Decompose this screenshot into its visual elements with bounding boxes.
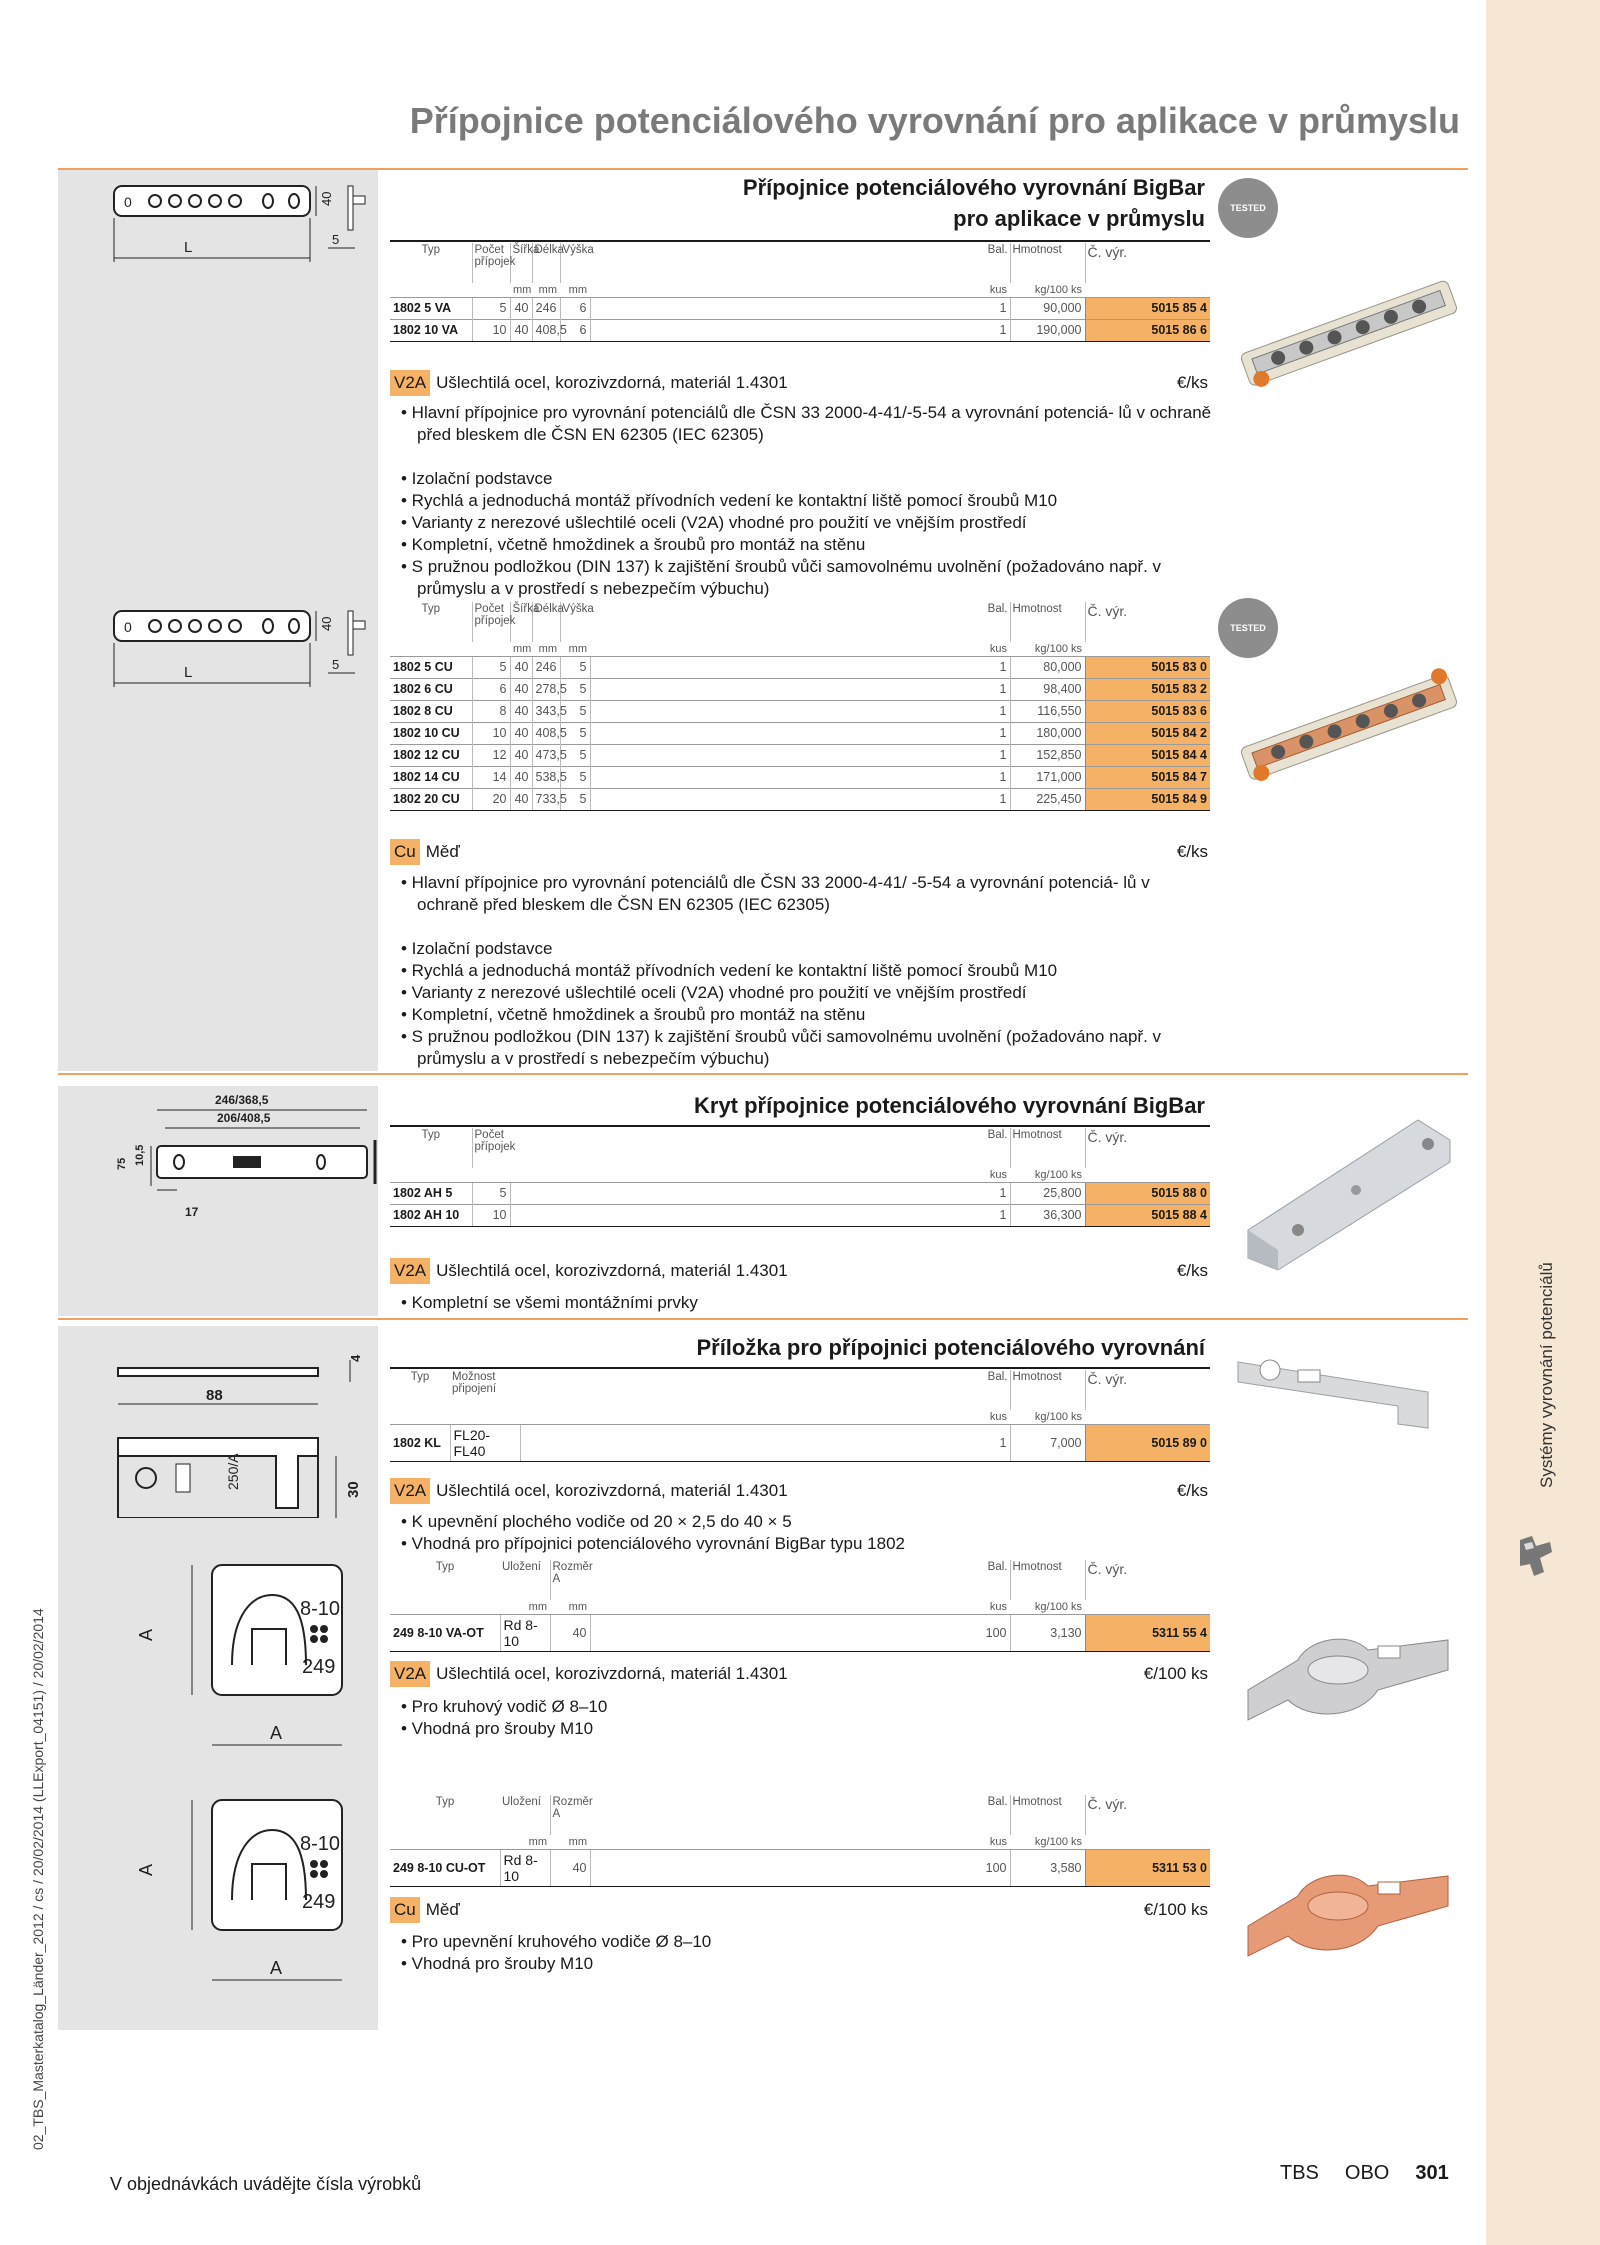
feature-list: • K upevnění plochého vodiče od 20 × 2,5 do 40 × 5 • Vhodná pro přípojnici potenciálového vyrovnání BigBar typu 1802 [401,1512,905,1553]
col-header: Možnost připojení [452,1371,497,1395]
col-header: Typ [435,1796,455,1808]
feature-list: • Pro kruhový vodič Ø 8–10 • Vhodná pro šrouby M10 [401,1697,608,1738]
col-header: Č. výr. [1085,1795,1210,1835]
svg-text:246/368,5: 246/368,5 [215,1093,269,1107]
svg-text:A: A [270,1723,283,1743]
table-row: 249 8-10 VA-OT Rd 8-10 40 100 3,130 5311 55 4 [390,1614,1210,1651]
svg-text:206/408,5: 206/408,5 [217,1111,271,1125]
material-badge: V2A [390,1661,430,1687]
table-row: 1802 20 CU 20 40 733,5 5 1 225,450 5015 84 9 [390,788,1210,810]
feature-list: • Pro upevnění kruhového vodiče Ø 8–10 • Vhodná pro šrouby M10 [401,1932,712,1973]
col-header: Bal. [987,1129,1008,1141]
table-row: 1802 5 CU 5 40 246 5 1 80,000 5015 83 0 [390,656,1210,678]
col-header: Č. výr. [1085,1370,1210,1410]
material-badge: Cu [390,839,420,865]
title-rule [390,1367,1210,1369]
svg-text:8-10: 8-10 [300,1598,341,1620]
busbar-drawing-cu [110,607,380,691]
svg-text:75: 75 [116,1157,128,1170]
table-row: 249 8-10 CU-OT Rd 8-10 40 100 3,580 5311 53 0 [390,1849,1210,1886]
title-rule [390,1125,1210,1127]
material-line: Cu Měď €/100 ks [390,1897,1210,1923]
col-header: Typ [410,1371,430,1383]
col-header: Hmotnost [1010,1128,1085,1168]
section-separator [58,1318,1468,1320]
svg-text:10,5: 10,5 [134,1144,146,1166]
section-title: Příložka pro přípojnici potenciálového vyrovnání [696,1335,1205,1360]
col-header: Č. výr. [1085,1560,1210,1600]
table-row: 1802 5 VA 5 40 246 6 1 90,000 5015 85 4 [390,297,1210,319]
sidebar-strip [1486,0,1600,2245]
material-badge: V2A [390,370,430,396]
col-header: Typ [421,244,441,256]
col-header: Počet přípojek [472,1128,510,1168]
table-row: 1802 AH 10 10 1 36,300 5015 88 4 [390,1204,1210,1226]
svg-text:5: 5 [332,232,340,247]
material-line: V2A Ušlechtilá ocel, korozivzdorná, materiál 1.4301 €/ks [390,1478,1210,1504]
feature-list: • Hlavní přípojnice pro vyrovnání potenciálů dle ČSN 33 2000-4-41/ -5-54 a vyrovnání potenciá- lů v ochraně před bleskem dle ČSN EN 62305 (IEC 62305) • Izolační podstavce • Rychlá a jednoduchá montáž přívodních vedení ke kontaktní liště pomocí šroubů M10 • Varianty z nerezové ušlechtilé oceli (V2A) vhodné pro použití ve vnějším prostředí • Kompletní, včetně hmoždinek a šroubů pro montáž na stěnu • S pružnou podložkou (DIN 137) k zajištění šroubů vůči samovolnému uvolnění (požadováno např. v průmyslu a v prostředí s nebezpečím výbuchu) [401,873,1162,1068]
table-row: 1802 12 CU 12 40 473,5 5 1 152,850 5015 84 4 [390,744,1210,766]
col-header: Č. výr. [1085,1128,1210,1168]
col-header: Výška [560,243,590,283]
svg-text:250/A: 250/A [225,1453,241,1490]
product-photo-busbar-cu [1230,650,1470,800]
earthing-icon [1514,1532,1558,1582]
table-row: 1802 10 VA 10 40 408,5 6 1 190,000 5015 86 6 [390,319,1210,341]
product-photo-clip-cu [1238,1856,1458,1966]
svg-text:88: 88 [206,1387,223,1404]
col-header: Bal. [987,1561,1008,1573]
section-title: Kryt přípojnice potenciálového vyrovnání BigBar [694,1093,1205,1118]
col-header: Hmotnost [1010,243,1085,283]
product-table: Typ Počet přípojek Šířka Délka Výška Bal. Hmotnost Č. výr. mm mm mm kus kg/100 ks 1802 5 VA 5 40 246 6 1 90,000 5015 85 4 1802 10 VA 10 40 408,5 6 1 190,000 5015 86 6 [390,243,1210,342]
product-table: Typ Počet přípojek Bal. Hmotnost Č. výr. kus kg/100 ks 1802 AH 5 5 1 25,800 5015 88 0 1802 AH 10 10 1 36,300 5015 88 4 [390,1128,1210,1227]
tested-badge: TESTED [1218,178,1278,238]
table-row: 1802 KL FL20-FL40 1 7,000 5015 89 0 [390,1424,1210,1461]
svg-text:5: 5 [332,657,340,672]
material-line: Cu Měď €/ks [390,839,1210,865]
col-header: Typ [435,1561,455,1573]
feature-list: • Kompletní se všemi montážními prvky [401,1293,698,1312]
table-row: 1802 8 CU 8 40 343,5 5 1 116,550 5015 83 6 [390,700,1210,722]
footer-brand: TBS OBO 301 [1280,2162,1449,2184]
material-badge: Cu [390,1897,420,1923]
section-title: Přípojnice potenciálového vyrovnání BigBar pro aplikace v průmyslu [742,175,1205,231]
dim-label: 0 [124,194,132,210]
table-row: 1802 AH 5 5 1 25,800 5015 88 0 [390,1182,1210,1204]
col-header: Výška [560,602,590,642]
col-header: Bal. [987,244,1008,256]
clamp-drawing [110,1338,380,1518]
col-header: Č. výr. [1085,243,1210,283]
material-line: V2A Ušlechtilá ocel, korozivzdorná, materiál 1.4301 €/ks [390,1258,1210,1284]
svg-text:4: 4 [348,1354,363,1362]
col-header: Č. výr. [1085,602,1210,642]
svg-text:L: L [184,664,193,681]
col-header: Rozměr A [550,1560,590,1600]
col-header: Bal. [987,603,1008,615]
svg-text:17: 17 [185,1205,199,1219]
material-badge: V2A [390,1258,430,1284]
product-photo-cover [1238,1100,1458,1280]
col-header: Hmotnost [1010,1795,1085,1835]
page-title: Přípojnice potenciálového vyrovnání pro aplikace v průmyslu [409,100,1460,141]
col-header: Uložení [502,1796,541,1808]
svg-text:249: 249 [302,1891,336,1913]
busbar-drawing-va [110,182,380,266]
svg-text:0: 0 [124,619,132,635]
page-number: 301 [1415,2162,1449,2184]
print-info: 02_TBS_Masterkatalog_Länder_2012 / cs / 20/02/2014 (LLExport_04151) / 20/02/2014 [30,1608,46,2150]
product-table: Typ Uložení Rozměr A Bal. Hmotnost Č. výr. mm mm kus kg/100 ks 249 8-10 CU-OT Rd 8-10 40 100 3,580 5311 53 0 [390,1795,1210,1887]
col-header: Bal. [987,1796,1008,1808]
feature-list: • Hlavní přípojnice pro vyrovnání potenciálů dle ČSN 33 2000-4-41/-5-54 a vyrovnání potenciá- lů v ochraně před bleskem dle ČSN EN 62305 (IEC 62305) • Izolační podstavce • Rychlá a jednoduchá montáž přívodních vedení ke kontaktní liště pomocí šroubů M10 • Varianty z nerezové ušlechtilé oceli (V2A) vhodné pro použití ve vnějším prostředí • Kompletní, včetně hmoždinek a šroubů pro montáž na stěnu • S pružnou podložkou (DIN 137) k zajištění šroubů vůči samovolnému uvolnění (požadováno např. v průmyslu a v prostředí s nebezpečím výbuchu) [401,403,1212,598]
col-header: Délka [532,602,560,642]
col-header: Šířka [510,602,532,642]
tested-badge: TESTED [1218,598,1278,658]
col-header: Délka [532,243,560,283]
footer-note: V objednávkách uvádějte čísla výrobků [110,2174,422,2194]
clip-drawing-va [122,1545,372,1765]
material-line: V2A Ušlechtilá ocel, korozivzdorná, materiál 1.4301 €/ks [390,370,1210,396]
product-table: Typ Počet přípojek Šířka Délka Výška Bal. Hmotnost Č. výr. mm mm mm kus kg/100 ks 1802 5 CU 5 40 246 5 1 80,000 5015 83 0 1802 6 CU 6 40 278,5 5 1 98,400 5015 83 2 1802 8 CU 8 40 343,5 5 1 116,550 5015 83 6 1802 10 CU 10 40 408,5 5 1 180,000 5015 84 2 1802 12 CU 12 40 473,5 5 1 152,850 5015 84 4 1802 14 CU 14 40 538,5 5 1 171,000 5015 84 7 1802 20 CU 20 40 733,5 5 1 225,450 5015 84 9 [390,602,1210,811]
table-row: 1802 10 CU 10 40 408,5 5 1 180,000 5015 84 2 [390,722,1210,744]
svg-text:40: 40 [319,191,334,206]
product-table: Typ Uložení Rozměr A Bal. Hmotnost Č. výr. mm mm kus kg/100 ks 249 8-10 VA-OT Rd 8-10 40 100 3,130 5311 55 4 [390,1560,1210,1652]
svg-text:30: 30 [345,1481,362,1498]
svg-text:8-10: 8-10 [300,1833,341,1855]
svg-text:A: A [136,1628,156,1641]
col-header: Bal. [987,1371,1008,1383]
svg-text:249: 249 [302,1656,336,1678]
col-header: Počet přípojek [472,243,510,283]
section-separator [58,1073,1468,1075]
svg-text:40: 40 [319,616,334,631]
col-header: Rozměr A [550,1795,590,1835]
title-rule [390,240,1210,242]
cover-drawing [105,1090,385,1230]
side-section-label: Systémy vyrovnání potenciálů [1537,1262,1556,1488]
col-header: Typ [421,603,441,615]
col-header: Šířka [510,243,532,283]
product-photo-busbar-va [1230,256,1470,396]
clip-drawing-cu [122,1780,372,2000]
material-badge: V2A [390,1478,430,1504]
svg-text:L: L [184,239,193,256]
svg-text:A: A [270,1958,283,1978]
table-row: 1802 14 CU 14 40 538,5 5 1 171,000 5015 84 7 [390,766,1210,788]
col-header: Uložení [502,1561,541,1573]
material-line: V2A Ušlechtilá ocel, korozivzdorná, materiál 1.4301 €/100 ks [390,1661,1210,1687]
col-header: Počet přípojek [472,602,510,642]
col-header: Hmotnost [1010,1370,1085,1410]
col-header: Hmotnost [1010,602,1085,642]
product-table: Typ Možnost připojení Bal. Hmotnost Č. výr. kus kg/100 ks 1802 KL FL20-FL40 1 7,000 5015 89 0 [390,1370,1210,1462]
product-photo-clip-va [1238,1620,1458,1730]
svg-text:A: A [136,1863,156,1876]
col-header: Typ [421,1129,441,1141]
table-row: 1802 6 CU 6 40 278,5 5 1 98,400 5015 83 2 [390,678,1210,700]
product-photo-clamp [1228,1332,1458,1442]
col-header: Hmotnost [1010,1560,1085,1600]
